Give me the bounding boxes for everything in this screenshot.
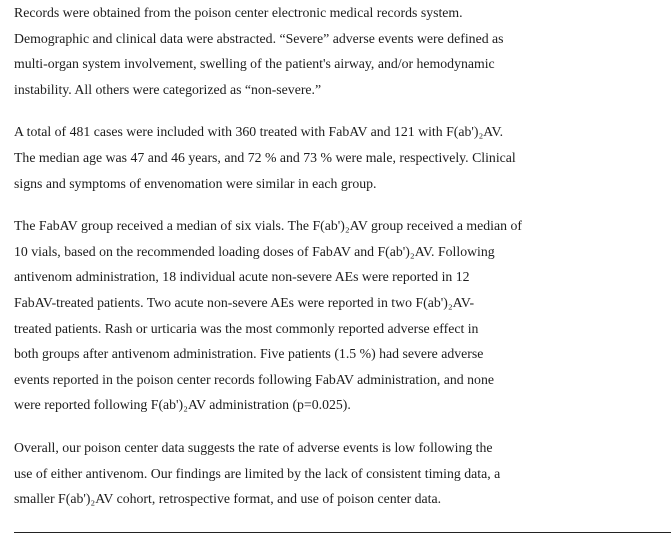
text-line: FabAV-treated patients. Two acute non-severe AEs were reported in two F(ab')₂AV- [14, 294, 475, 310]
text-line: events reported in the poison center records following FabAV administration, and none [14, 371, 494, 387]
text-line: signs and symptoms of envenomation were similar in each group. [14, 175, 377, 191]
text-line: smaller F(ab')₂AV cohort, retrospective format, and use of poison center data. [14, 491, 442, 507]
text-line: antivenom administration, 18 individual acute non-severe AEs were reported in 12 [14, 269, 470, 285]
article-body [14, 0, 671, 512]
text-line: 10 vials, based on the recommended loading doses of FabAV and F(ab')₂AV. Following [14, 243, 495, 259]
paragraph-cases [14, 119, 671, 196]
text-line: Records were obtained from the poison center electronic medical records system. [14, 5, 463, 20]
text-line: Demographic and clinical data were abstracted. “Severe” adverse events were defined as [14, 30, 504, 46]
text-line: The FabAV group received a median of six vials. The F(ab')₂AV group received a median of [14, 218, 522, 234]
paragraph-conclusion [14, 435, 671, 512]
text-line: multi-organ system involvement, swelling of the patient's airway, and/or hemodynamic [14, 56, 495, 72]
text-line: use of either antivenom. Our findings are limited by the lack of consistent timing data, a [14, 465, 501, 481]
text-line: both groups after antivenom administration. Five patients (1.5 %) had severe adverse [14, 346, 484, 362]
section-divider [14, 532, 671, 533]
text-line: A total of 481 cases were included with 360 treated with FabAV and 121 with F(ab')₂AV. [14, 124, 504, 140]
paragraph-methods [14, 0, 671, 102]
text-line: treated patients. Rash or urticaria was the most commonly reported adverse effect in [14, 320, 479, 336]
text-line: instability. All others were categorized as “non-severe.” [14, 81, 322, 97]
text-line: Overall, our poison center data suggests the rate of adverse events is low following the [14, 439, 493, 455]
text-line: were reported following F(ab')₂AV administration (p=0.025). [14, 397, 351, 413]
text-line: The median age was 47 and 46 years, and 72 % and 73 % were male, respectively. Clinical [14, 149, 516, 165]
paragraph-results [14, 213, 671, 418]
